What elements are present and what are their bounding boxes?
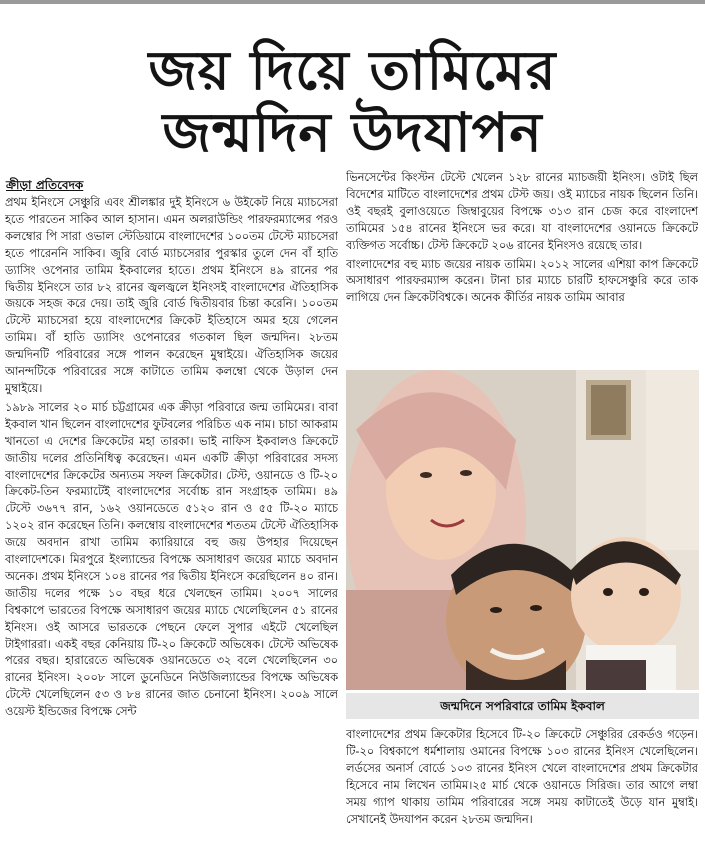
paragraph: বাংলাদেশের বহু ম্যাচ জয়ের নায়ক তামিম। ২০১২ সালের এশিয়া কাপ ক্রিকেটে অসাধারণ পারফরম্যান্স করেন। টানা চার ম্যাচে চারটি হাফসেঞ্চুরি করে তাক লাগিয়ে দেন ক্রিকেটবিশ্বকে। অনেক কীর্তির নায়ক তামিম আবার xyxy=(346,257,698,305)
family-photo xyxy=(346,370,699,690)
paragraph: ১৯৮৯ সালের ২০ মার্চ চট্টগ্রামের এক ক্রীড়া পরিবারে জন্ম তামিমের। বাবা ইকবাল খান ছিলেন বাংলাদেশের ফুটবলের পরিচিত এক নাম। চাচা আকরাম খানতো এ দেশের ক্রিকেটের মহা তারকা। ভাই নাফিস ইকবালও ক্রিকেটে জাতীয় দলের প্রতিনিধিত্ব করেছেন। এমন একটি ক্রীড়া পরিবারের সদস্য বাংলাদেশের ক্রিকেটের অন্যতম সফল ক্রিকেটার। টেস্ট, ওয়ানডে ও টি-২০ ক্রিকেট-তিন ফরম্যাটেই বাংলাদেশের সর্বোচ্চ রান সংগ্রাহক তামিম। ৪৯ টেস্টে ৩৬৭৭ রান, ১৬২ ওয়ানডেতে ৫১২০ রান ও ৫৫ টি-২০ ম্যাচে ১২০২ রান করেছেন তিনি। কলম্বোয় বাংলাদেশের শততম টেস্টে ঐতিহাসিক জয়ে অবদান রাখা তামিম ক্যারিয়ারে বহু জয় উপহার দিয়েছেন বাংলাদেশকে। মিরপুরে ইংল্যান্ডের বিপক্ষে অসাধারণ জয়ের ম্যাচে অবদান অনেক। প্রথম ইনিংসে ১০৪ রানের পর দ্বিতীয় ইনিংসে করেছিলেন ৪০ রান। জাতীয় দলের পক্ষে ১০ বছর ধরে খেলছেন তামিম। ২০০৭ সালের বিশ্বকাপে ভারতের বিপক্ষে অসাধারণ জয়ের ম্যাচে খেলেছিলেন ৫১ রানের ইনিংস। ওই আসরে ভারতকে পেছনে ফেলে সুপার এইটে খেলেছিল টাইগাররা। একই বছর কেনিয়ায় টি-২০ ক্রিকেটে অভিষেক। টেস্টে অভিষেক পরের বছর। হারারেতে অভিষেক ওয়ানডেতে ৩২ বলে খেলেছিলেন ৩০ রানের ইনিংস। ২০০৮ সালে ডুনেডিনে নিউজিল্যান্ডের বিপক্ষে অভিষেক টেস্টে খেলেছিলেন ৫৩ ও ৮৪ রানের জাত চেনানো ইনিংস। ২০০৯ সালে ওয়েস্ট ইন্ডিজের বিপক্ষে সেন্ট xyxy=(5,400,338,719)
family-photo-illustration xyxy=(346,370,699,690)
byline: ক্রীড়া প্রতিবেদক xyxy=(6,178,84,192)
top-rule xyxy=(0,0,705,4)
article-right-column-bottom xyxy=(346,727,698,855)
article-right-column-top xyxy=(346,170,698,366)
headline-line-1: জয় দিয়ে তামিমের xyxy=(148,39,557,102)
photo-caption: জন্মদিনে সপরিবারে তামিম ইকবাল xyxy=(346,693,699,719)
headline-line-2: জন্মদিন উদযাপন xyxy=(162,101,543,164)
paragraph: প্রথম ইনিংসে সেঞ্চুরি এবং শ্রীলঙ্কার দুই ইনিংসে ৬ উইকেট নিয়ে ম্যাচসেরা হতে পারতেন সাকিব আল হাসান। এমন অলরাউন্ডিং পারফরম্যান্সের পরও কলম্বোর পি সারা ওভাল স্টেডিয়ামে বাংলাদেশের ১০০তম টেস্টে ম্যাচসেরা হতে পারেননি সাকিব। জুরি বোর্ড ম্যাচসেরার পুরস্কার তুলে দেন বাঁ হাতি ড্যাসিং ওপেনার তামিম ইকবালের হাতে। প্রথম ইনিংসে ৪৯ রানের পর দ্বিতীয় ইনিংসে তার ৮২ রানের জ্বলজ্বলে ইনিংসই বাংলাদেশের ঐতিহাসিক জয়কে সহজ করে দেয়। তাই জুরি বোর্ড দ্বিতীয়বার চিন্তা করেনি। ১০০তম টেস্টে ম্যাচসেরা হয়ে বাংলাদেশের ক্রিকেট ইতিহাসে অমর হয়ে গেলেন তামিম। বাঁ হাতি ড্যাসিং ওপেনারের গতকাল ছিল জন্মদিন। ২৮তম জন্মদিনটি পরিবারের সঙ্গে পালন করেছেন মুম্বাইয়ে। ঐতিহাসিক জয়ের আনন্দটিকে পরিবারের সঙ্গে কাটাতে তামিম কলম্বো থেকে উড়াল দেন মুম্বাইয়ে। xyxy=(5,196,338,395)
paragraph: বাংলাদেশের প্রথম ক্রিকেটার হিসেবে টি-২০ ক্রিকেটে সেঞ্চুরির রেকর্ডও গড়েন। টি-২০ বিশ্বকাপে ধর্মশালায় ওমানের বিপক্ষে ১০৩ রানের ইনিংস খেলেছিলেন। লর্ডসের অনার্স বোর্ডে ১০৩ রানের ইনিংস খেলে বাংলাদেশের প্রথম ক্রিকেটার হিসেবে নাম লিখেন তামিম।২৫ মার্চ থেকে ওয়ানডে সিরিজ। তার আগে লম্বা সময় গ্যাপ থাকায় তামিম পরিবারের সঙ্গে সময় কাটাতেই উড়ে যান মুম্বাই। সেখানেই উদযাপন করেন ২৮তম জন্মদিন। xyxy=(346,728,698,826)
paragraph: ভিনসেন্টের কিংস্টন টেস্টে খেলেন ১২৮ রানের ম্যাচজয়ী ইনিংস। ওটাই ছিল বিদেশের মাটিতে বাংলাদেশের প্রথম টেস্ট জয়। ওই ম্যাচের নায়ক ছিলেন তিনি। ওই বছরই বুলাওয়েতে জিম্বাবুয়ের বিপক্ষে ৩১৩ রান চেজ করে বাংলাদেশ তামিমের ১৫৪ রানের ইনিংসে ভর করে। যা বাংলাদেশের ওয়ানডে ক্রিকেটে ব্যক্তিগত সর্বোচ্চ। টেস্ট ক্রিকেটে ২০৬ রানের ইনিংসও রয়েছে তার। xyxy=(346,171,698,252)
article-left-column xyxy=(5,195,338,855)
headline xyxy=(0,40,705,164)
